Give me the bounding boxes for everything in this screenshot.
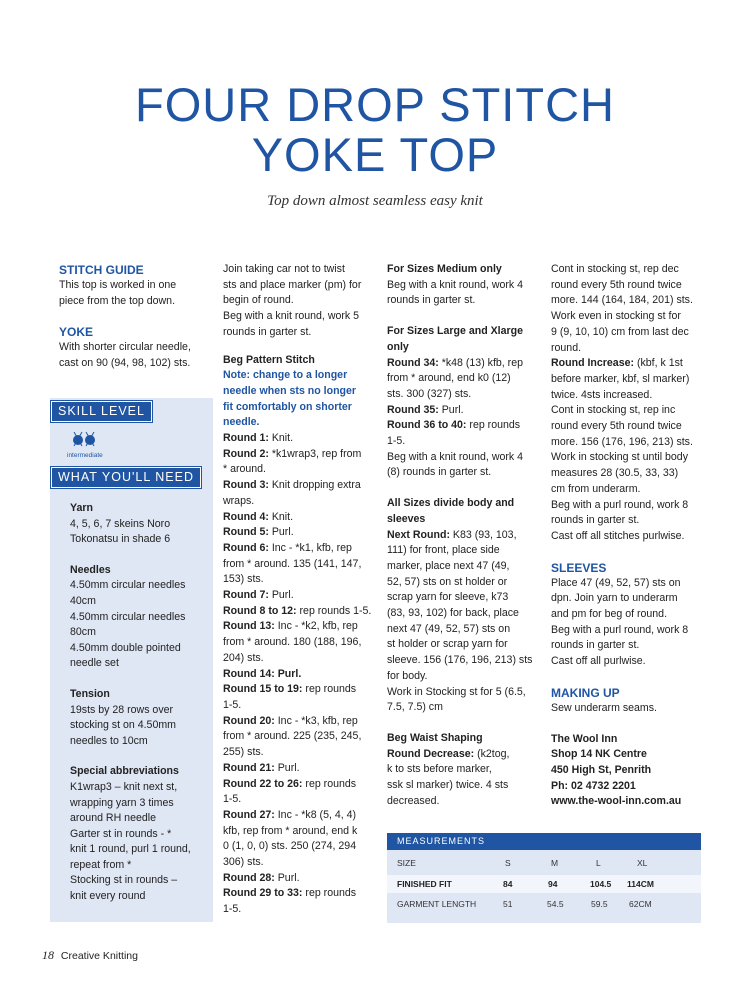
round-line	[223, 682, 383, 698]
making-up-heading: MAKING UP	[551, 685, 620, 700]
round-label: Round 2:	[223, 447, 269, 460]
round-label: Round Increase:	[551, 357, 635, 370]
round-line	[223, 478, 383, 494]
text-line: 204) sts.	[223, 651, 264, 664]
page-number: 18	[42, 948, 54, 962]
text-line: 1-5.	[223, 793, 242, 806]
text-line: from * around. 180 (188, 196,	[223, 636, 362, 649]
medium-heading: For Sizes Medium only	[387, 263, 502, 275]
round-text: Inc - *k1, kfb, rep	[268, 541, 352, 554]
round-line	[387, 747, 547, 763]
text-line: Work even in stocking st for	[551, 310, 681, 323]
round-line	[387, 528, 547, 544]
sleeves-heading: SLEEVES	[551, 560, 607, 575]
text-line: Cast off all stitches purlwise.	[551, 529, 685, 542]
round-label: Round 4:	[223, 510, 269, 523]
round-label: Round 29 to 33:	[223, 887, 303, 900]
text-line: Work in stocking st until body	[551, 451, 688, 464]
text-line: 80cm	[70, 626, 96, 639]
round-label: Next Round:	[387, 528, 450, 541]
round-label: Round 13:	[223, 620, 275, 633]
text-line: Beg with a purl round, work 8	[551, 623, 689, 636]
round-text: rep rounds	[466, 419, 521, 432]
text-line: round.	[551, 341, 582, 354]
text-line: 4, 5, 6, 7 skeins Noro	[70, 517, 171, 530]
text-line: repeat from *	[70, 858, 132, 871]
stitch-guide-heading: STITCH GUIDE	[59, 263, 144, 277]
text-line: 7.5, 7.5) cm	[387, 701, 443, 714]
text-line: Beg with a knit round, work 4	[387, 278, 524, 291]
text-line: Cont in stocking st, rep inc	[551, 404, 676, 417]
round-label: Round 28:	[223, 871, 275, 884]
all-sizes-heading: All Sizes divide body and	[387, 497, 515, 510]
text-line: cm from underarm.	[551, 482, 641, 495]
column-4	[551, 262, 711, 810]
text-line: Place 47 (49, 52, 57) sts on	[551, 576, 681, 589]
text-line: stocking st on 4.50mm	[70, 719, 176, 732]
text-line: rounds in garter st.	[223, 325, 312, 338]
text-line: before marker, kbf, sl marker)	[551, 372, 690, 385]
round-label: Round 21:	[223, 761, 275, 774]
text-line: 4.50mm circular needles	[70, 579, 186, 592]
round-label: Round 7:	[223, 589, 269, 602]
round-text: K83 (93, 103,	[449, 528, 517, 541]
round-line	[223, 604, 383, 620]
text-line: from * around, end k0 (12)	[387, 372, 511, 385]
text-line: sts. 300 (327) sts.	[387, 387, 472, 400]
text-line: knit 1 round, purl 1 round,	[70, 843, 191, 856]
round-text: *k48 (13) kfb, rep	[438, 356, 523, 369]
table-cell: GARMENT LENGTH	[397, 899, 477, 909]
sidebar-box	[50, 398, 213, 922]
round-text: Purl.	[274, 871, 300, 884]
shop-address: Shop 14 NK Centre	[551, 748, 647, 761]
text-line: next 47 (49, 52, 57) sts on	[387, 622, 511, 635]
text-line: Cont in stocking st, rep dec	[551, 263, 679, 275]
text-line: 4.50mm circular needles	[70, 610, 186, 623]
text-line: cast on 90 (94, 98, 102) sts.	[59, 357, 191, 370]
round-text: rep rounds	[302, 683, 357, 696]
round-line	[387, 418, 547, 434]
round-label: Round 14: Purl.	[223, 667, 302, 680]
round-text: Purl.	[268, 526, 294, 539]
table-row	[387, 875, 701, 893]
round-label: Round 27:	[223, 808, 275, 821]
text-line: sleeve. 156 (176, 196, 213) sts	[387, 654, 533, 667]
text-line: 40cm	[70, 594, 96, 607]
text-line: Beg with a purl round, work 8	[551, 498, 689, 511]
text-line: 52, 57) sts on st holder or	[387, 575, 508, 588]
round-text: rep rounds 1-5.	[296, 604, 372, 617]
round-text: Inc - *k8 (5, 4, 4)	[274, 808, 357, 821]
round-text: Purl.	[274, 761, 300, 774]
text-line: (83, 93, 102) for back, place	[387, 607, 519, 620]
round-label: Round 8 to 12:	[223, 604, 297, 617]
table-cell: 114CM	[627, 879, 654, 889]
text-line: Join taking car not to twist	[223, 263, 345, 275]
text-line: measures 28 (30.5, 33, 33)	[551, 467, 679, 480]
table-cell: S	[505, 858, 511, 868]
text-line: needles to 10cm	[70, 734, 148, 747]
table-row	[387, 895, 701, 913]
note-line: Note: change to a longer	[223, 369, 348, 382]
text-line: rounds in garter st.	[551, 639, 640, 652]
round-text: rep rounds	[302, 777, 357, 790]
table-cell: L	[596, 858, 601, 868]
needles-heading: Needles	[70, 563, 111, 576]
text-line: more. 144 (164, 184, 201) sts.	[551, 294, 693, 307]
round-text: Purl.	[438, 403, 464, 416]
beg-pattern-heading: Beg Pattern Stitch	[223, 353, 315, 366]
text-line: from * around. 225 (235, 245,	[223, 730, 362, 743]
round-line	[223, 588, 383, 604]
text-line: 9 (9, 10, 10) cm from last dec	[551, 325, 689, 338]
shop-name: The Wool Inn	[551, 732, 618, 745]
table-cell: 54.5	[547, 899, 564, 909]
round-line	[223, 447, 383, 463]
text-line: This top is worked in one	[59, 279, 177, 291]
text-line: rounds in garter st.	[551, 514, 640, 527]
text-line: 0 (1, 0, 0) sts. 250 (274, 294	[223, 840, 357, 853]
round-text: *k1wrap3, rep from	[268, 447, 362, 460]
round-line	[223, 871, 383, 887]
table-cell: 62CM	[629, 899, 652, 909]
text-line: round every 5th round twice	[551, 420, 682, 433]
table-cell: 59.5	[591, 899, 608, 909]
round-text: (k2tog,	[474, 747, 510, 760]
text-line: (8) rounds in garter st.	[387, 466, 492, 479]
text-line: and pm for beg of round.	[551, 608, 668, 621]
text-line: With shorter circular needle,	[59, 341, 191, 354]
text-line: Sew underarm seams.	[551, 701, 657, 714]
waist-shaping-heading: Beg Waist Shaping	[387, 731, 483, 744]
table-cell: M	[551, 858, 559, 868]
text-line: ssk sl marker) twice. 4 sts	[387, 779, 509, 792]
text-line: Beg with a knit round, work 5	[223, 310, 360, 323]
round-line	[223, 714, 383, 730]
round-line	[387, 403, 547, 419]
shop-website-link[interactable]: www.the-wool-inn.com.au	[551, 795, 682, 808]
round-label: Round Decrease:	[387, 747, 475, 760]
shop-address: 450 High St, Penrith	[551, 763, 652, 776]
text-line: more. 156 (176, 196, 213) sts.	[551, 435, 693, 448]
text-line: from * around. 135 (141, 147,	[223, 557, 362, 570]
subtitle: Top down almost seamless easy knit	[267, 193, 483, 209]
text-line: marker, place next 47 (49,	[387, 559, 510, 572]
round-line	[223, 808, 383, 824]
round-label: Round 20:	[223, 714, 275, 727]
round-label: Round 34:	[387, 356, 439, 369]
text-line: 1-5.	[387, 435, 406, 448]
text-line: scrap yarn for sleeve, k73	[387, 591, 509, 604]
round-text: Knit.	[268, 432, 294, 445]
shop-phone: Ph: 02 4732 2201	[551, 779, 636, 792]
round-line	[223, 510, 383, 526]
round-line	[387, 356, 547, 372]
round-label: Round 15 to 19:	[223, 683, 303, 696]
title-line-2: YOKE TOP	[251, 128, 499, 181]
round-line	[223, 525, 383, 541]
round-text: Knit dropping extra	[268, 479, 361, 492]
text-line: 1-5.	[223, 698, 242, 711]
round-label: Round 36 to 40:	[387, 419, 467, 432]
text-line: 306) sts.	[223, 856, 264, 869]
round-label: Round 22 to 26:	[223, 777, 303, 790]
table-cell: 104.5	[590, 879, 612, 889]
table-cell: 84	[503, 879, 513, 889]
skill-label: intermediate	[67, 452, 103, 459]
large-xlarge-heading: only	[387, 340, 409, 353]
round-text: (kbf, k 1st	[634, 357, 683, 370]
needs-list	[70, 501, 212, 905]
text-line: needle set	[70, 657, 119, 670]
table-cell: FINISHED FIT	[397, 879, 452, 889]
abbreviations-heading: Special abbreviations	[70, 765, 179, 778]
table-cell: XL	[637, 858, 648, 868]
round-line	[551, 356, 711, 372]
text-line: around RH needle	[70, 812, 156, 825]
magazine-name: Creative Knitting	[60, 950, 138, 962]
measurements-table	[387, 833, 701, 923]
text-line: rounds in garter st.	[387, 294, 476, 307]
large-xlarge-heading: For Sizes Large and Xlarge	[387, 325, 523, 338]
what-youll-need-heading: WHAT YOU'LL NEED	[51, 467, 201, 488]
text-line: 255) sts.	[223, 746, 264, 759]
text-line: begin of round.	[223, 294, 294, 307]
text-line: for body.	[387, 669, 428, 682]
text-line: knit every round	[70, 890, 146, 903]
table-cell: 94	[548, 879, 558, 889]
title-line-1: FOUR DROP STITCH	[135, 78, 615, 131]
text-line: Cast off all purlwise.	[551, 655, 646, 668]
note-line: needle when sts no longer	[223, 384, 357, 397]
column-3	[387, 262, 547, 810]
text-line: 111) for front, place side	[387, 544, 500, 557]
text-line: wrapping yarn 3 times	[70, 796, 174, 809]
round-label: Round 5:	[223, 526, 269, 539]
text-line: dpn. Join yarn to underarm	[551, 592, 678, 605]
measurements-heading: MEASUREMENTS	[387, 833, 701, 850]
table-cell: SIZE	[397, 858, 416, 868]
round-text: Inc - *k3, kfb, rep	[274, 714, 358, 727]
round-label: Round 35:	[387, 403, 439, 416]
text-line: 1-5.	[223, 903, 242, 916]
text-line: sts and place marker (pm) for	[223, 278, 362, 291]
round-line	[223, 431, 383, 447]
page-footer	[42, 948, 138, 963]
text-line: K1wrap3 – knit next st,	[70, 780, 178, 793]
note-line: needle.	[223, 416, 260, 429]
text-line: Tokonatsu in shade 6	[70, 533, 171, 546]
text-line: Work in Stocking st for 5 (6.5,	[387, 685, 526, 698]
column-2	[223, 262, 383, 918]
round-line	[223, 619, 383, 635]
text-line: round every 5th round twice	[551, 278, 682, 291]
text-line: Stocking st in rounds –	[70, 874, 178, 887]
text-line: kfb, rep from * around, end k	[223, 824, 358, 837]
text-line: Beg with a knit round, work 4	[387, 450, 524, 463]
text-line: 19sts by 28 rows over	[70, 703, 174, 716]
note-line: fit comfortably on shorter	[223, 400, 352, 413]
round-label: Round 6:	[223, 541, 269, 554]
round-text: rep rounds	[302, 887, 357, 900]
skill-level-heading: SKILL LEVEL	[51, 401, 152, 422]
round-line	[223, 761, 383, 777]
round-text: Inc - *k2, kfb, rep	[274, 620, 358, 633]
text-line: twice. 4sts increased.	[551, 388, 653, 401]
text-line: wraps.	[223, 494, 255, 507]
text-line: 4.50mm double pointed	[70, 641, 181, 654]
text-line: Garter st in rounds - *	[70, 827, 172, 840]
text-line: * around.	[223, 463, 266, 476]
yoke-heading: YOKE	[59, 325, 94, 340]
table-header-row	[387, 854, 701, 872]
text-line: decreased.	[387, 794, 440, 807]
column-1	[59, 262, 219, 372]
text-line: st holder or scrap yarn for	[387, 638, 508, 651]
round-line	[223, 777, 383, 793]
round-line	[223, 886, 383, 902]
round-text: Purl.	[268, 589, 294, 602]
text-line: piece from the top down.	[59, 294, 176, 307]
text-line: 153) sts.	[223, 573, 264, 586]
table-cell: 51	[503, 899, 513, 909]
round-line	[223, 541, 383, 557]
round-label: Round 1:	[223, 432, 269, 445]
round-text: Knit.	[268, 510, 294, 523]
yarn-heading: Yarn	[70, 502, 93, 514]
round-label: Round 3:	[223, 479, 269, 492]
text-line: k to sts before marker,	[387, 763, 492, 776]
all-sizes-heading: sleeves	[387, 512, 426, 525]
page-title	[0, 80, 750, 180]
tension-heading: Tension	[70, 687, 110, 700]
